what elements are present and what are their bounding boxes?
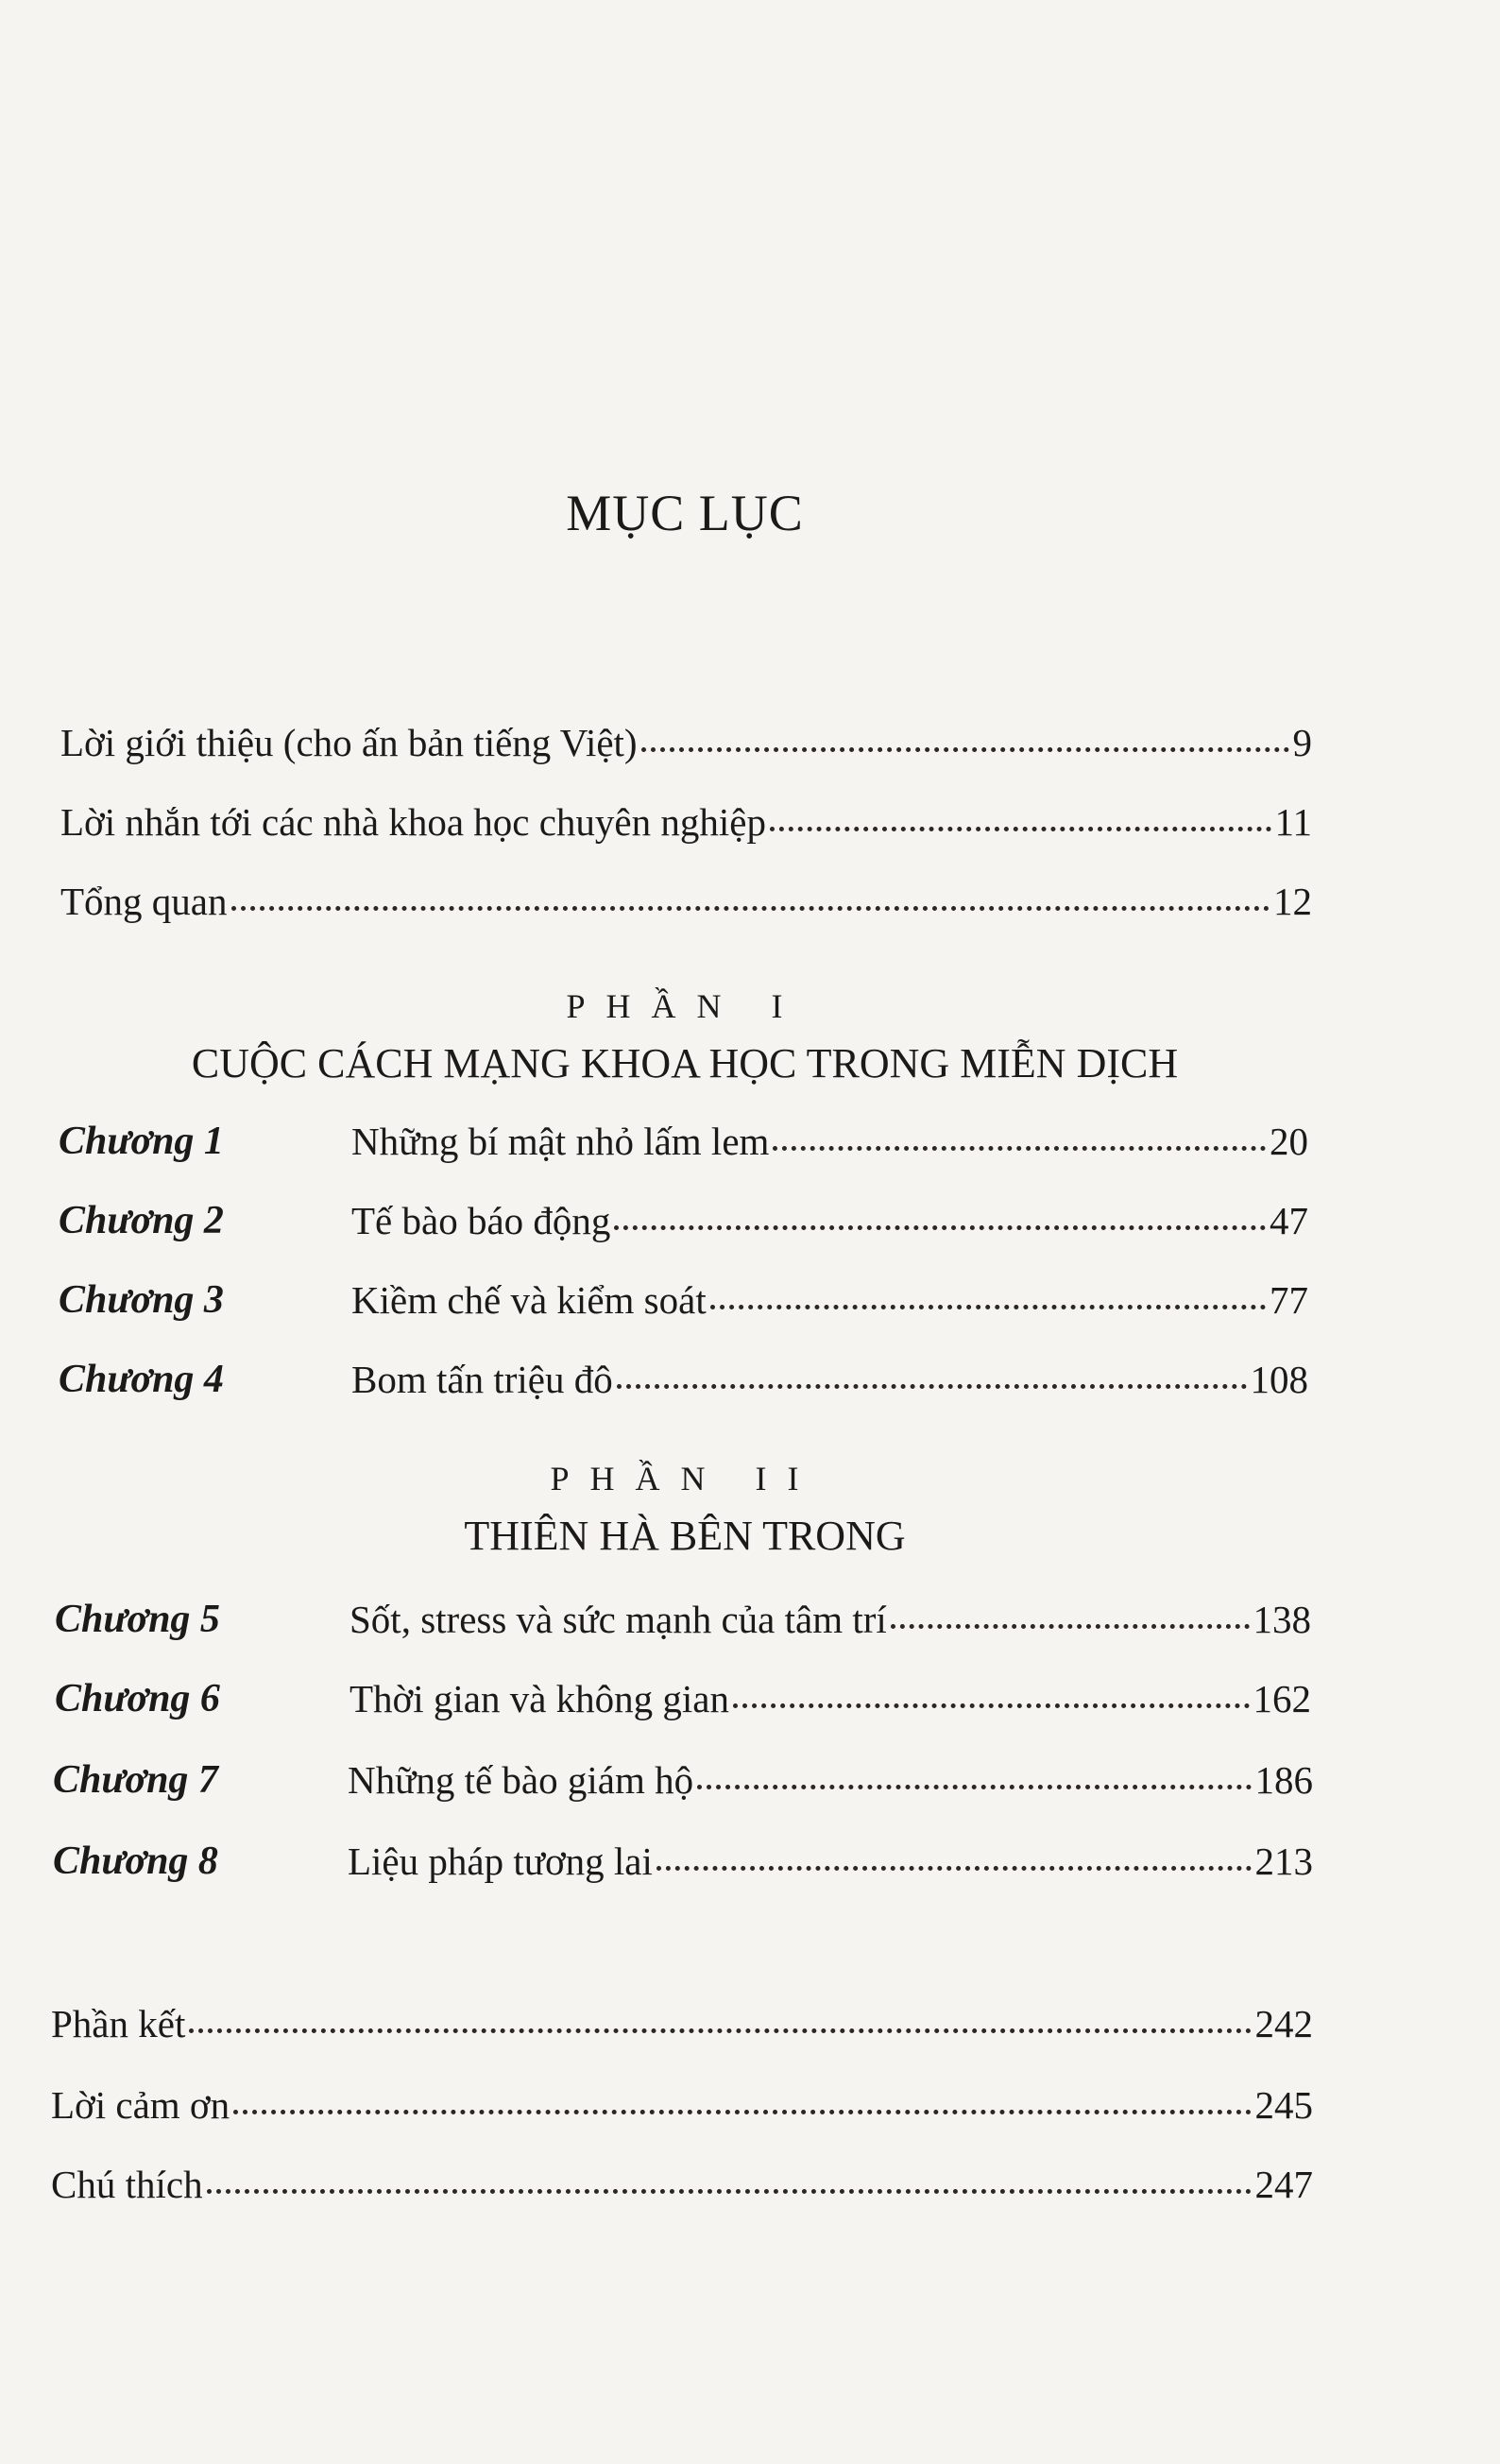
toc-entry-note[interactable] bbox=[60, 794, 1312, 850]
toc-entry-chapter-1[interactable] bbox=[351, 1113, 1308, 1170]
toc-entry-chapter-5[interactable] bbox=[349, 1591, 1311, 1648]
dot-leader bbox=[733, 1696, 1250, 1708]
dot-leader bbox=[614, 1218, 1266, 1230]
dot-leader bbox=[770, 819, 1271, 831]
toc-entry-page: 12 bbox=[1273, 880, 1312, 923]
toc-entry-page: 247 bbox=[1254, 2163, 1313, 2206]
toc-entry-label: Liệu pháp tương lai bbox=[348, 1839, 653, 1883]
toc-entry-page: 242 bbox=[1254, 2002, 1313, 2045]
toc-entry-page: 245 bbox=[1254, 2083, 1313, 2127]
chapter-label: Chương 1 bbox=[59, 1120, 224, 1163]
toc-entry-label: Sốt, stress và sức mạnh của tâm trí bbox=[349, 1598, 887, 1641]
dot-leader bbox=[231, 898, 1270, 911]
dot-leader bbox=[207, 2182, 1252, 2194]
toc-entry-label: Kiềm chế và kiểm soát bbox=[351, 1278, 707, 1322]
dot-leader bbox=[617, 1377, 1247, 1389]
dot-leader bbox=[891, 1617, 1250, 1629]
dot-leader bbox=[233, 2102, 1251, 2114]
toc-entry-label: Phần kết bbox=[51, 2002, 186, 2045]
dot-leader bbox=[641, 740, 1289, 752]
toc-entry-page: 20 bbox=[1270, 1120, 1308, 1163]
part-heading: PHẦN II bbox=[550, 1460, 820, 1497]
toc-entry-label: Tổng quan bbox=[60, 880, 228, 923]
chapter-label: Chương 6 bbox=[55, 1677, 220, 1720]
toc-entry-label: Những tế bào giám hộ bbox=[348, 1758, 694, 1802]
toc-entry-label: Chú thích bbox=[51, 2163, 203, 2206]
chapter-label: Chương 7 bbox=[53, 1758, 218, 1802]
toc-entry-chapter-3[interactable] bbox=[351, 1272, 1308, 1328]
toc-entry-page: 77 bbox=[1270, 1278, 1308, 1322]
toc-entry-intro[interactable] bbox=[60, 714, 1312, 771]
toc-entry-overview[interactable] bbox=[60, 873, 1312, 930]
toc-entry-label: Thời gian và không gian bbox=[349, 1677, 729, 1720]
part-heading: PHẦN I bbox=[566, 987, 804, 1025]
toc-entry-page: 186 bbox=[1254, 1758, 1313, 1802]
toc-entry-label: Lời nhắn tới các nhà khoa học chuyên nghiệp bbox=[60, 800, 766, 844]
dot-leader bbox=[189, 2021, 1251, 2033]
chapter-label: Chương 5 bbox=[55, 1598, 220, 1641]
toc-entry-page: 11 bbox=[1274, 800, 1312, 844]
toc-entry-chapter-7[interactable] bbox=[348, 1752, 1313, 1808]
toc-entry-chapter-8[interactable] bbox=[348, 1833, 1313, 1890]
toc-entry-epilogue[interactable] bbox=[51, 1995, 1313, 2052]
toc-entry-chapter-4[interactable] bbox=[351, 1351, 1308, 1408]
toc-entry-page: 108 bbox=[1250, 1358, 1308, 1401]
chapter-label: Chương 3 bbox=[59, 1278, 224, 1322]
toc-entry-label: Lời giới thiệu (cho ấn bản tiếng Việt) bbox=[60, 721, 638, 764]
page-title: MỤC LỤC bbox=[566, 485, 804, 541]
chapter-label: Chương 8 bbox=[53, 1839, 218, 1883]
part-title: THIÊN HÀ BÊN TRONG bbox=[464, 1513, 906, 1559]
part-title: CUỘC CÁCH MẠNG KHOA HỌC TRONG MIỄN DỊCH bbox=[191, 1040, 1179, 1087]
toc-entry-chapter-2[interactable] bbox=[351, 1192, 1308, 1249]
toc-entry-label: Những bí mật nhỏ lấm lem bbox=[351, 1120, 770, 1163]
toc-entry-page: 138 bbox=[1253, 1598, 1311, 1641]
chapter-label: Chương 4 bbox=[59, 1358, 224, 1401]
toc-entry-acknowledgements[interactable] bbox=[51, 2077, 1313, 2133]
toc-entry-chapter-6[interactable] bbox=[349, 1670, 1311, 1727]
toc-entry-page: 47 bbox=[1270, 1199, 1308, 1242]
dot-leader bbox=[697, 1777, 1251, 1789]
dot-leader bbox=[773, 1138, 1266, 1151]
toc-entry-page: 162 bbox=[1253, 1677, 1311, 1720]
toc-entry-page: 213 bbox=[1254, 1839, 1313, 1883]
toc-entry-page: 9 bbox=[1292, 721, 1312, 764]
dot-leader bbox=[710, 1297, 1266, 1309]
toc-entry-label: Tế bào báo động bbox=[351, 1199, 611, 1242]
toc-entry-notes[interactable] bbox=[51, 2156, 1313, 2213]
toc-entry-label: Bom tấn triệu đô bbox=[351, 1358, 613, 1401]
toc-entry-label: Lời cảm ơn bbox=[51, 2083, 230, 2127]
chapter-label: Chương 2 bbox=[59, 1199, 224, 1242]
dot-leader bbox=[656, 1858, 1252, 1871]
